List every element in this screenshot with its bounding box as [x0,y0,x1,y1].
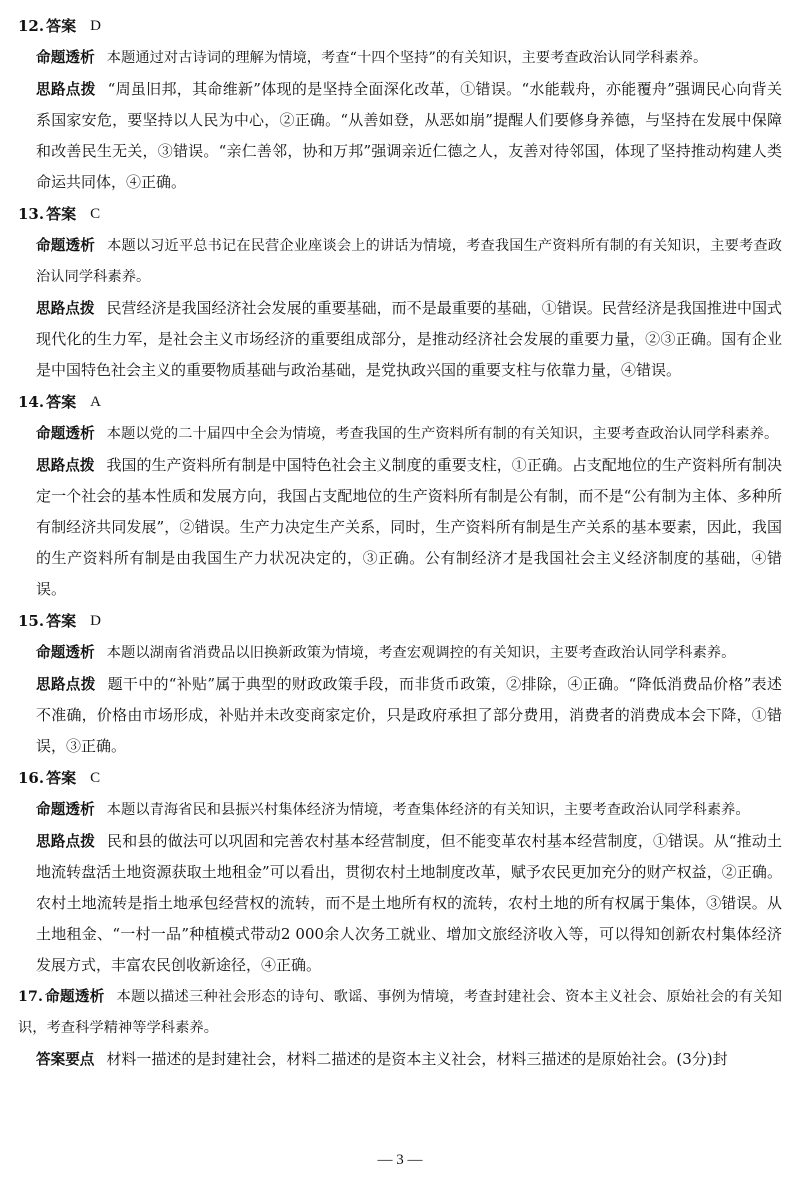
question-16 [18,762,782,981]
analysis-paragraph [36,230,782,293]
question-12 [18,10,782,198]
approach-paragraph [36,826,782,981]
analysis-paragraph [36,42,782,74]
approach-text: “周虽旧邦，其命维新”体现的是坚持全面深化改革，①错误。“水能载舟，亦能覆舟”强调民心向背关系国家安危，要坚持以人民为中心，②正确。“从善如登，从恶如崩”提醒人们要修身养德，与坚持在发展中保障和改善民生无关，③错误。“亲仁善邻，协和万邦”强调亲近仁德之人，友善对待邻国，体现了坚持推动构建人类命运共同体，④正确。 [36,80,782,191]
question-header [18,10,782,42]
analysis-label: 命题透析 [36,644,95,661]
analysis-label: 命题透析 [44,988,105,1005]
key-points-paragraph [36,1044,782,1075]
question-header [18,386,782,418]
approach-text: 民和县的做法可以巩固和完善农村基本经营制度，但不能变革农村基本经营制度，①错误。从“推动土地流转盘活土地资源获取土地租金”可以看出，贯彻农村土地制度改革，赋予农民更加充分的财产权益，②正确。农村土地流转是指土地承包经营权的流转，而不是土地所有权的流转，农村土地的所有权属于集体，③错误。从土地租金、“一村一品”种植模式带动2 000余人次务工就业、增加文旅经济收入等，可以得知创新农村集体经济发展方式，丰富农民创收新途径，④正确。 [36,832,782,974]
answer-value: C [90,770,101,786]
analysis-paragraph [18,981,782,1044]
approach-text: 民营经济是我国经济社会发展的重要基础，而不是最重要的基础，①错误。民营经济是我国推进中国式现代化的生力军，是社会主义市场经济的重要组成部分，是推动经济社会发展的重要力量，②③正确。国有企业是中国特色社会主义的重要物质基础与政治基础，是党执政兴国的重要支柱与依靠力量，④错误。 [36,299,782,379]
approach-label: 思路点拨 [36,300,95,317]
page-number: — 3 — [377,1152,423,1168]
question-number: 14. [18,393,45,411]
question-15 [18,605,782,762]
question-header [18,762,782,794]
approach-text: 题干中的“补贴”属于典型的财政政策手段，而非货币政策，②排除，④正确。“降低消费品价格”表述不准确，价格由市场形成，补贴并未改变商家定价，只是政府承担了部分费用，消费者的消费成本会下降，①错误，③正确。 [36,675,782,755]
question-header [18,605,782,637]
question-number: 13. [18,205,45,223]
approach-paragraph [36,293,782,386]
analysis-label: 命题透析 [36,425,95,442]
approach-paragraph [36,74,782,198]
analysis-text: 本题以党的二十届四中全会为情境，考查我国的生产资料所有制的有关知识，主要考查政治认同学科素养。 [106,426,779,442]
approach-label: 思路点拨 [36,81,96,98]
question-number: 17. [18,989,43,1005]
analysis-text: 本题以习近平总书记在民营企业座谈会上的讲话为情境，考查我国生产资料所有制的有关知识，主要考查政治认同学科素养。 [36,238,783,285]
approach-label: 思路点拨 [36,676,96,693]
analysis-paragraph [36,418,782,450]
answer-value: D [90,18,101,34]
approach-text: 我国的生产资料所有制是中国特色社会主义制度的重要支柱，①正确。占支配地位的生产资料所有制决定一个社会的基本性质和发展方向，我国占支配地位的生产资料所有制是公有制，而不是“公有制为主体、多种所有制经济共同发展”，②错误。生产力决定生产关系，同时，生产资料所有制是生产关系的基本要素，因此，我国的生产资料所有制是由我国生产力状况决定的，③正确。公有制经济才是我国社会主义经济制度的基础，④错误。 [36,456,782,598]
approach-paragraph [36,669,782,762]
question-14 [18,386,782,605]
answer-label: 答案 [46,205,77,223]
question-13 [18,198,782,386]
question-17 [18,981,782,1075]
answer-label: 答案 [46,612,77,630]
analysis-label: 命题透析 [36,237,96,254]
question-header [18,198,782,230]
key-points-text: 材料一描述的是封建社会，材料二描述的是资本主义社会，材料三描述的是原始社会。(3分)封 [106,1050,728,1068]
approach-label: 思路点拨 [36,833,96,850]
analysis-paragraph [36,794,782,826]
analysis-label: 命题透析 [36,49,95,66]
analysis-label: 命题透析 [36,801,95,818]
analysis-text: 本题以青海省民和县振兴村集体经济为情境，考查集体经济的有关知识，主要考查政治认同学科素养。 [106,802,750,818]
analysis-text: 本题以描述三种社会形态的诗句、歌谣、事例为情境，考查封建社会、资本主义社会、原始社会的有关知识，考查科学精神等学科素养。 [18,989,782,1036]
answer-value: A [90,394,101,410]
question-number: 12. [18,17,45,35]
answer-label: 答案 [46,769,77,787]
approach-label: 思路点拨 [36,457,95,474]
question-number: 16. [18,769,45,787]
analysis-text: 本题通过对古诗词的理解为情境，考查“十四个坚持”的有关知识，主要考查政治认同学科素养。 [106,50,708,66]
answer-label: 答案 [46,17,77,35]
key-points-label: 答案要点 [36,1051,95,1068]
question-number: 15. [18,612,45,630]
answer-value: C [90,206,101,222]
analysis-text: 本题以湖南省消费品以旧换新政策为情境，考查宏观调控的有关知识，主要考查政治认同学科素养。 [106,645,736,661]
answer-value: D [90,613,101,629]
answer-label: 答案 [46,393,77,411]
approach-paragraph [36,450,782,605]
analysis-paragraph [36,637,782,669]
